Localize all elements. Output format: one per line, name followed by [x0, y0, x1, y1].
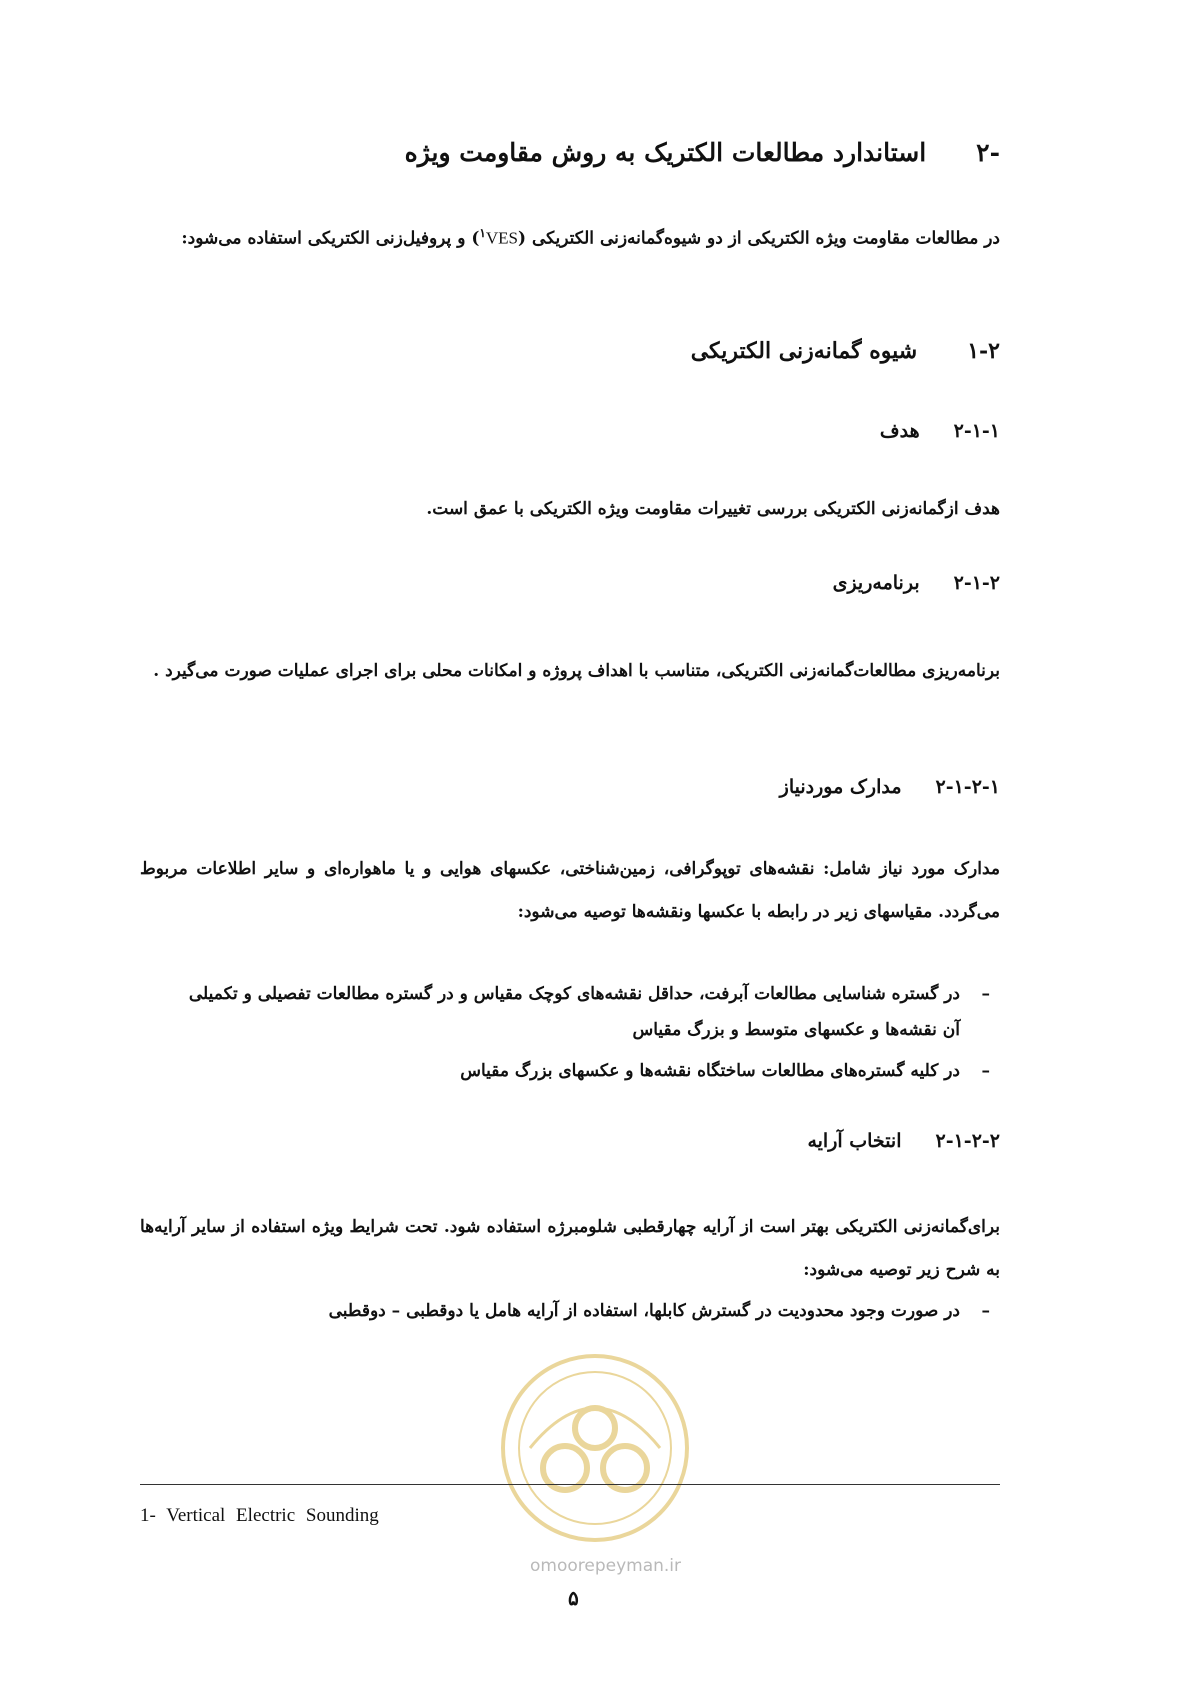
- section-title: استاندارد مطالعات الکتریک به روش مقاومت ویژه: [404, 138, 927, 167]
- footnote-divider: [140, 1484, 1000, 1485]
- subsection-title: شیوه گمانه‌زنی الکتریکی: [690, 338, 918, 364]
- heading-documents: [140, 776, 1000, 798]
- list-item: [180, 976, 1000, 1048]
- bullet-dash: –: [981, 1301, 990, 1321]
- watermark-url: omoorepeyman.ir: [530, 1556, 682, 1576]
- subsection-heading: [140, 338, 1000, 364]
- section-heading: [140, 138, 1000, 167]
- heading-documents-title: مدارک موردنیاز: [779, 776, 902, 798]
- footnote: 1- Vertical Electric Sounding: [140, 1505, 379, 1526]
- array-paragraph: برای‌گمانه‌زنی الکتریکی بهتر است از آرایه چهارقطبی شلومبرژه استفاده شود. تحت شرایط ویژه استفاده از سایر آرایه‌ها به شرح زیر توصیه می‌شود:: [140, 1217, 1000, 1280]
- list-item-text: در صورت وجود محدودیت در گسترش کابلها، استفاده از آرایه هامل یا دوقطبی – دوقطبی: [328, 1301, 960, 1321]
- heading-planning-title: برنامه‌ریزی: [832, 572, 920, 594]
- heading-goal-number: ۲-۱-۱: [953, 420, 1000, 442]
- bullet-dash: –: [981, 984, 990, 1004]
- heading-planning: [140, 572, 1000, 594]
- footnote-marker: ۱: [479, 226, 486, 240]
- page-number: ۵: [568, 1586, 579, 1610]
- subsection-number: ۱-۲: [967, 338, 1000, 364]
- heading-array: [140, 1130, 1000, 1152]
- heading-array-number: ۲-۱-۲-۲: [935, 1130, 1000, 1152]
- goal-paragraph: هدف ازگمانه‌زنی الکتریکی بررسی تغییرات مقاومت ویژه الکتریکی با عمق است.: [426, 499, 1000, 519]
- planning-paragraph: برنامه‌ریزی مطالعات‌گمانه‌زنی الکتریکی، متناسب با اهداف پروژه و امکانات محلی برای اجرای عملیات صورت می‌گیرد .: [153, 661, 1000, 681]
- watermark-logo: [495, 1348, 695, 1548]
- list-item-text: در کلیه گستره‌های مطالعات ساختگاه نقشه‌ها و عکسهای بزرگ مقیاس: [460, 1061, 960, 1081]
- documents-paragraph: مدارک مورد نیاز شامل: نقشه‌های توپوگرافی، زمین‌شناختی، عکسهای هوایی و یا ماهواره‌ای و سایر اطلاعات مربوط می‌گردد. مقیاسهای زیر در رابطه با عکسها ونقشه‌ها توصیه می‌شود:: [140, 859, 1000, 922]
- intro-text-before: در مطالعات مقاومت ویژه الکتریکی از دو شیوه‌گمانه‌زنی الکتریکی: [531, 228, 1000, 249]
- ves-abbreviation: VES: [485, 228, 518, 248]
- heading-array-title: انتخاب آرایه: [807, 1130, 902, 1152]
- heading-planning-number: ۲-۱-۲: [953, 572, 1000, 594]
- list-item-text: در گستره شناسایی مطالعات آبرفت، حداقل نقشه‌های کوچک مقیاس و در گستره مطالعات تفصیلی و تکمیلی آن نقشه‌ها و عکسهای متوسط و بزرگ مقیاس: [188, 984, 960, 1040]
- section-number: -۲: [976, 138, 1000, 167]
- list-item: [180, 1294, 1000, 1328]
- heading-goal-title: هدف: [879, 420, 920, 442]
- list-item: [180, 1054, 1000, 1088]
- heading-goal: [140, 420, 1000, 442]
- intro-paragraph: در مطالعات مقاومت ویژه الکتریکی از دو شیوه‌گمانه‌زنی الکتریکی (VES$^۱$) و پروفیل‌زنی الکتریکی استفاده می‌شود:: [181, 226, 1000, 249]
- intro-text-after: و پروفیل‌زنی الکتریکی استفاده می‌شود:: [181, 228, 466, 249]
- bullet-dash: –: [981, 1061, 990, 1081]
- heading-documents-number: ۲-۱-۲-۱: [935, 776, 1000, 798]
